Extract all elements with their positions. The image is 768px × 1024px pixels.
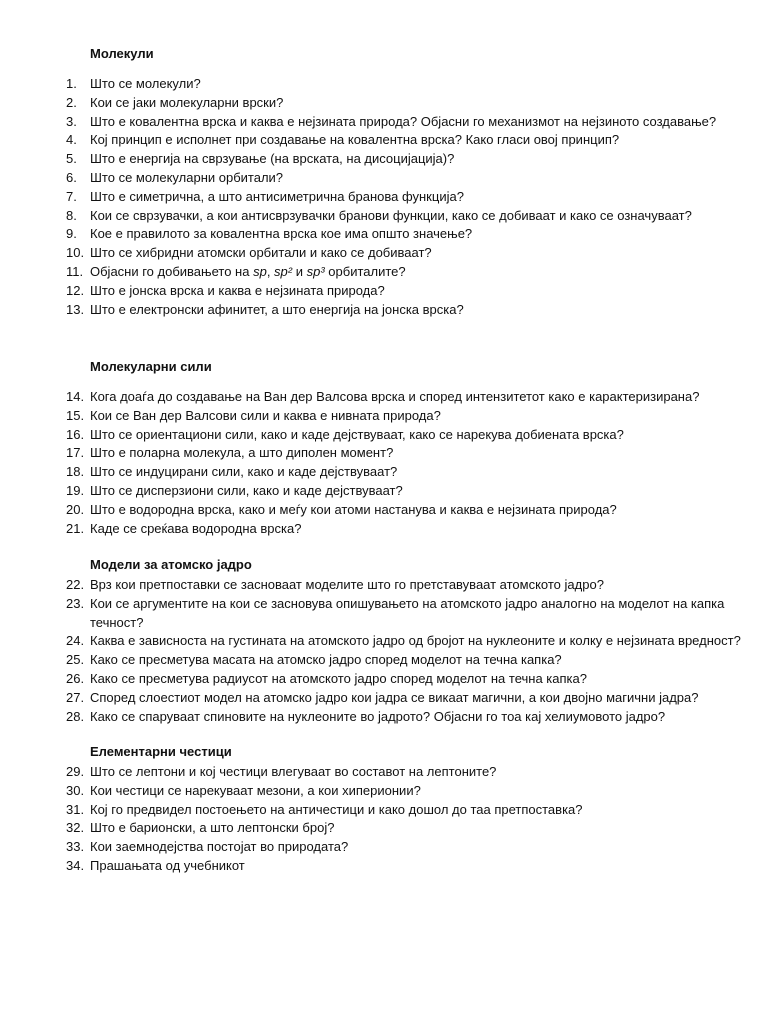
question-text: Кои се Ван дер Валсови сили и каква е нивната природа? bbox=[90, 407, 441, 423]
question-item bbox=[66, 75, 746, 94]
question-item bbox=[66, 113, 746, 132]
question-text: Што е барионски, а што лептонски број? bbox=[90, 820, 335, 836]
question-item bbox=[66, 632, 746, 651]
question-text: Кои честици се нарекуваат мезони, а кои хиперионии? bbox=[90, 782, 421, 798]
question-number: 11. bbox=[66, 263, 84, 279]
section-molecular-forces bbox=[66, 358, 746, 538]
question-item bbox=[66, 407, 746, 426]
question-text: Кои заемнодејства постојат во природата? bbox=[90, 839, 349, 855]
question-number: 9. bbox=[66, 226, 77, 242]
orbital-sp2: sp² bbox=[274, 263, 293, 279]
question-text: Што се молекуларни орбитали? bbox=[90, 169, 284, 185]
question-item bbox=[66, 708, 746, 727]
section-molecules bbox=[66, 45, 746, 319]
question-text: Што е симетрична, а што антисиметрична бранова функција? bbox=[90, 188, 464, 204]
question-item bbox=[66, 520, 746, 539]
question-text: Што е јонска врска и каква е нејзината природа? bbox=[90, 282, 385, 298]
question-text: Што е поларна молекула, а што диполен момент? bbox=[90, 445, 394, 461]
question-text: Каква е зависноста на густината на атомското јадро од бројот на нуклеоните и колку е нејзината вредност? bbox=[90, 633, 741, 649]
section-title: Молекули bbox=[90, 46, 154, 61]
question-item bbox=[66, 782, 746, 801]
question-text: Што е електронски афинитет, а што енергија на јонска врска? bbox=[90, 301, 464, 317]
question-item bbox=[66, 426, 746, 445]
question-item bbox=[66, 670, 746, 689]
question-item bbox=[66, 188, 746, 207]
question-item bbox=[66, 444, 746, 463]
question-item bbox=[66, 838, 746, 857]
question-item bbox=[66, 763, 746, 782]
question-item bbox=[66, 801, 746, 820]
question-text: Што е енергија на сврзување (на врската, на дисоцијација)? bbox=[90, 151, 455, 167]
question-item bbox=[66, 94, 746, 113]
question-text: Каде се среќава водородна врска? bbox=[90, 520, 302, 536]
question-list bbox=[66, 763, 746, 876]
question-number: 5. bbox=[66, 151, 77, 167]
question-text: Кои се аргументите на кои се засновува опишувањето на атомското јадро аналогно на моделот на капка течност? bbox=[90, 595, 725, 630]
question-text: Како се спаруваат спиновите на нуклеоните во јадрото? Објасни го тоа кај хелиумовото јадро? bbox=[90, 708, 666, 724]
question-text: Што е ковалентна врска и каква е нејзината природа? Објасни го механизмот на нејзиното создавање? bbox=[90, 113, 717, 129]
question-text: Според слоестиот модел на атомско јадро кои јадра се викаат магични, а кои двојно магични јадра? bbox=[90, 689, 699, 705]
question-number: 18. bbox=[66, 464, 85, 480]
question-text: Што се индуцирани сили, како и каде дејствуваат? bbox=[90, 464, 398, 480]
question-item bbox=[66, 689, 746, 708]
question-item bbox=[66, 225, 746, 244]
question-item bbox=[66, 651, 746, 670]
question-number: 34. bbox=[66, 857, 85, 873]
question-text: Кој принцип е исполнет при создавање на ковалентна врска? Како гласи овој принцип? bbox=[90, 132, 620, 148]
question-list bbox=[66, 388, 746, 538]
orbital-sp3: sp³ bbox=[306, 263, 325, 279]
question-number: 14. bbox=[66, 389, 85, 404]
question-text: Што се хибридни атомски орбитали и како се добиваат? bbox=[90, 245, 432, 261]
question-number: 32. bbox=[66, 820, 85, 836]
section-title: Елементарни честици bbox=[90, 744, 232, 759]
question-number: 13. bbox=[66, 301, 85, 317]
question-number: 17. bbox=[66, 445, 85, 461]
question-text: Кои се јаки молекуларни врски? bbox=[90, 94, 284, 110]
question-text: Кое е правилото за ковалентна врска кое има општо значење? bbox=[90, 226, 473, 242]
section-title: Молекуларни сили bbox=[90, 359, 212, 374]
question-item bbox=[66, 482, 746, 501]
question-text: Што се молекули? bbox=[90, 76, 201, 91]
question-number: 23. bbox=[66, 595, 85, 611]
question-item bbox=[66, 301, 746, 320]
question-number: 28. bbox=[66, 708, 85, 724]
question-text: Врз кои претпоставки се засноваат моделите што го претставуваат атомското јадро? bbox=[90, 577, 604, 592]
question-list bbox=[66, 576, 746, 726]
question-text: Што се ориентациони сили, како и каде дејствуваат, како се нарекува добиената врска? bbox=[90, 426, 624, 442]
orbital-sp: sp bbox=[253, 263, 267, 279]
question-number: 31. bbox=[66, 801, 85, 817]
question-text: Како се пресметува радиусот на атомското јадро според моделот на течна капка? bbox=[90, 670, 587, 686]
question-item bbox=[66, 207, 746, 226]
question-number: 1. bbox=[66, 76, 77, 91]
question-text-part: , bbox=[266, 263, 275, 279]
question-item bbox=[66, 169, 746, 188]
question-item bbox=[66, 282, 746, 301]
question-item bbox=[66, 388, 746, 407]
question-number: 16. bbox=[66, 426, 85, 442]
question-number: 27. bbox=[66, 689, 85, 705]
question-number: 22. bbox=[66, 577, 85, 592]
question-number: 25. bbox=[66, 652, 85, 668]
question-number: 29. bbox=[66, 764, 85, 779]
question-text: Кои се сврзувачки, а кои антисврзувачки бранови функции, како се добиваат и како се означуваат? bbox=[90, 207, 692, 223]
question-text bbox=[90, 263, 746, 282]
question-text-part: и bbox=[292, 263, 307, 279]
question-text: Кој го предвидел постоењето на античестици и како дошол до таа претпоставка? bbox=[90, 801, 583, 817]
question-item bbox=[66, 263, 746, 282]
question-number: 19. bbox=[66, 482, 85, 498]
question-number: 3. bbox=[66, 113, 77, 129]
question-number: 12. bbox=[66, 282, 85, 298]
question-text: Што е водородна врска, како и меѓу кои атоми настанува и каква е нејзината природа? bbox=[90, 501, 617, 517]
question-number: 2. bbox=[66, 94, 77, 110]
question-number: 6. bbox=[66, 169, 77, 185]
question-text: Што се дисперзиони сили, како и каде дејствуваат? bbox=[90, 482, 403, 498]
question-item bbox=[66, 131, 746, 150]
section-title: Модели за атомско јадро bbox=[90, 557, 252, 572]
question-text-part: Објасни го добивањето на bbox=[90, 263, 254, 279]
question-number: 33. bbox=[66, 839, 85, 855]
question-number: 7. bbox=[66, 188, 77, 204]
question-item bbox=[66, 463, 746, 482]
question-text: Кога доаѓа до создавање на Ван дер Валсова врска и според интензитетот како е карактеризирана? bbox=[90, 389, 700, 404]
question-item bbox=[66, 576, 746, 595]
question-number: 4. bbox=[66, 132, 77, 148]
question-item bbox=[66, 150, 746, 169]
question-item bbox=[66, 595, 746, 633]
question-number: 21. bbox=[66, 520, 85, 536]
question-number: 24. bbox=[66, 633, 85, 649]
question-number: 8. bbox=[66, 207, 77, 223]
section-nucleus-models bbox=[66, 556, 746, 726]
question-item bbox=[66, 857, 746, 876]
question-item bbox=[66, 819, 746, 838]
question-text-part: орбиталите? bbox=[324, 263, 406, 279]
question-number: 26. bbox=[66, 670, 85, 686]
question-number: 10. bbox=[66, 245, 85, 261]
question-number: 20. bbox=[66, 501, 85, 517]
question-number: 30. bbox=[66, 782, 85, 798]
question-list bbox=[66, 75, 746, 319]
question-item bbox=[66, 501, 746, 520]
section-elementary-particles bbox=[66, 743, 746, 876]
question-number: 15. bbox=[66, 407, 85, 423]
question-text: Прашањата од учебникот bbox=[90, 857, 245, 873]
question-text: Што се лептони и кој честици влегуваат во составот на лептоните? bbox=[90, 764, 497, 779]
question-item bbox=[66, 244, 746, 263]
question-text: Како се пресметува масата на атомско јадро според моделот на течна капка? bbox=[90, 652, 562, 668]
